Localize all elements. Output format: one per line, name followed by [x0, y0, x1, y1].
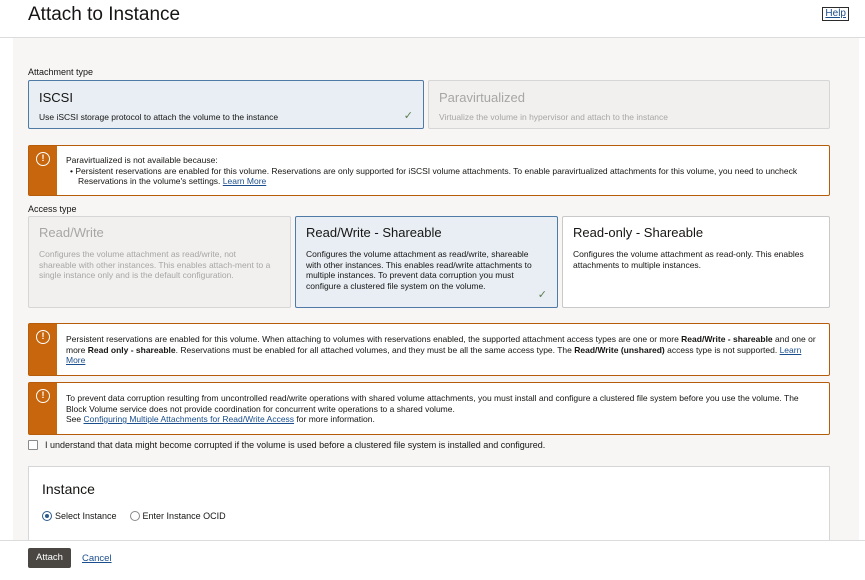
tile-description: Configures the volume attachment as read/write, not shareable with other instances. This enables attach-ment to a single instance only and is the default configuration.	[39, 249, 271, 280]
alert-text-body: To prevent data corruption resulting from uncontrolled read/write operations with shared volume attachments, you must install and configure a clustered file system before you use the volume. The Block Volume service does not provide coordination for concurrent write operations to a shared volume.	[66, 393, 799, 414]
dialog-header	[0, 0, 865, 38]
help-link[interactable]: Help	[822, 7, 849, 21]
tile-title: Read/Write	[39, 225, 104, 240]
alert-paravirtualized-unavailable	[28, 145, 830, 196]
acknowledge-row	[28, 440, 545, 450]
enter-ocid-radio[interactable]	[130, 511, 140, 521]
tile-title: Read/Write - Shareable	[306, 225, 442, 240]
alert-see-line	[66, 414, 819, 425]
select-instance-radio[interactable]	[42, 511, 52, 521]
alert-text-part: and one or more	[66, 334, 816, 355]
tile-read-write-shareable[interactable]	[295, 216, 558, 308]
page-title: Attach to Instance	[28, 4, 181, 25]
alert-bullet-text: Persistent reservations are enabled for this volume. Reservations are only supported for iSCSI volume attachments. To enable paravirtualized attachments for this volume, you need to uncheck Reservations in the volume's settings.	[75, 165, 798, 186]
tile-title: Paravirtualized	[439, 90, 525, 105]
instance-section	[28, 466, 830, 544]
checkmark-icon: ✓	[403, 110, 413, 122]
alert-text-part: . Reservations must be enabled for all attached volumes, and they must be all the same access type. The	[175, 344, 575, 355]
learn-more-link[interactable]: Learn More	[222, 176, 267, 186]
alert-text-part: See	[66, 414, 84, 424]
access-type-label: Access type	[28, 204, 77, 214]
tile-title: Read-only - Shareable	[573, 225, 704, 240]
instance-radio-group	[42, 511, 239, 521]
tile-description: Use iSCSI storage protocol to attach the volume to the instance	[39, 112, 279, 122]
alert-text	[66, 334, 819, 366]
alert-text	[66, 155, 819, 187]
tile-title: ISCSI	[39, 90, 73, 105]
alert-text-part: Persistent reservations are enabled for this volume. When attaching to volumes with reservations enabled, the supported attachment access types are one or more	[66, 334, 682, 344]
access-type-emphasis: Read only - shareable	[87, 344, 176, 355]
exclamation-circle-icon: !	[36, 152, 50, 166]
alert-data-corruption	[28, 382, 830, 435]
access-type-emphasis: Read/Write (unshared)	[574, 344, 665, 355]
alert-text	[66, 393, 819, 425]
exclamation-circle-icon: !	[36, 330, 50, 344]
cancel-link[interactable]: Cancel	[82, 553, 112, 564]
tile-description: Configures the volume attachment as read-only. This enables attachments to multiple instances.	[573, 249, 804, 270]
learn-more-link[interactable]: Learn More	[66, 344, 802, 365]
select-instance-label[interactable]: Select Instance	[55, 511, 117, 521]
tile-read-only-shareable[interactable]	[562, 216, 830, 308]
checkmark-icon: ✓	[537, 289, 547, 301]
alert-bar	[29, 146, 57, 195]
alert-heading: Paravirtualized is not available because:	[66, 155, 218, 165]
configuring-attachments-link[interactable]: Configuring Multiple Attachments for Read/Write Access	[83, 414, 295, 424]
tile-description: Configures the volume attachment as read/write, shareable with other instances. This enables read/write attachments to multiple instances. To prevent data corruption you must configure a clustered file system on the volume.	[306, 249, 532, 291]
alert-text-part: access type is not supported.	[664, 344, 780, 355]
alert-bar	[29, 383, 57, 434]
alert-bullet: • Persistent reservations are enabled for this volume. Reservations are only supported for iSCSI volume attachments. To enable paravirtualized attachments for this volume, you need to uncheck Reservations in the volume's settings. Learn More	[70, 165, 798, 186]
attachment-type-label: Attachment type	[28, 67, 94, 77]
exclamation-circle-icon: !	[36, 389, 50, 403]
instance-title: Instance	[42, 481, 95, 497]
tile-iscsi[interactable]	[28, 80, 424, 129]
enter-ocid-label[interactable]: Enter Instance OCID	[142, 511, 226, 521]
tile-read-write[interactable]	[28, 216, 291, 308]
tile-description: Virtualize the volume in hypervisor and attach to the instance	[439, 112, 669, 122]
acknowledge-label: I understand that data might become corrupted if the volume is used before a clustered file system is installed and configured.	[45, 440, 546, 450]
tile-paravirtualized[interactable]	[428, 80, 830, 129]
dialog-footer	[0, 540, 865, 580]
alert-text-part: for more information.	[294, 414, 375, 424]
alert-reservations	[28, 323, 830, 376]
acknowledge-checkbox[interactable]	[28, 440, 38, 450]
alert-bar	[29, 324, 57, 375]
access-type-emphasis: Read/Write - shareable	[681, 334, 773, 344]
attach-button[interactable]: Attach	[28, 548, 71, 568]
